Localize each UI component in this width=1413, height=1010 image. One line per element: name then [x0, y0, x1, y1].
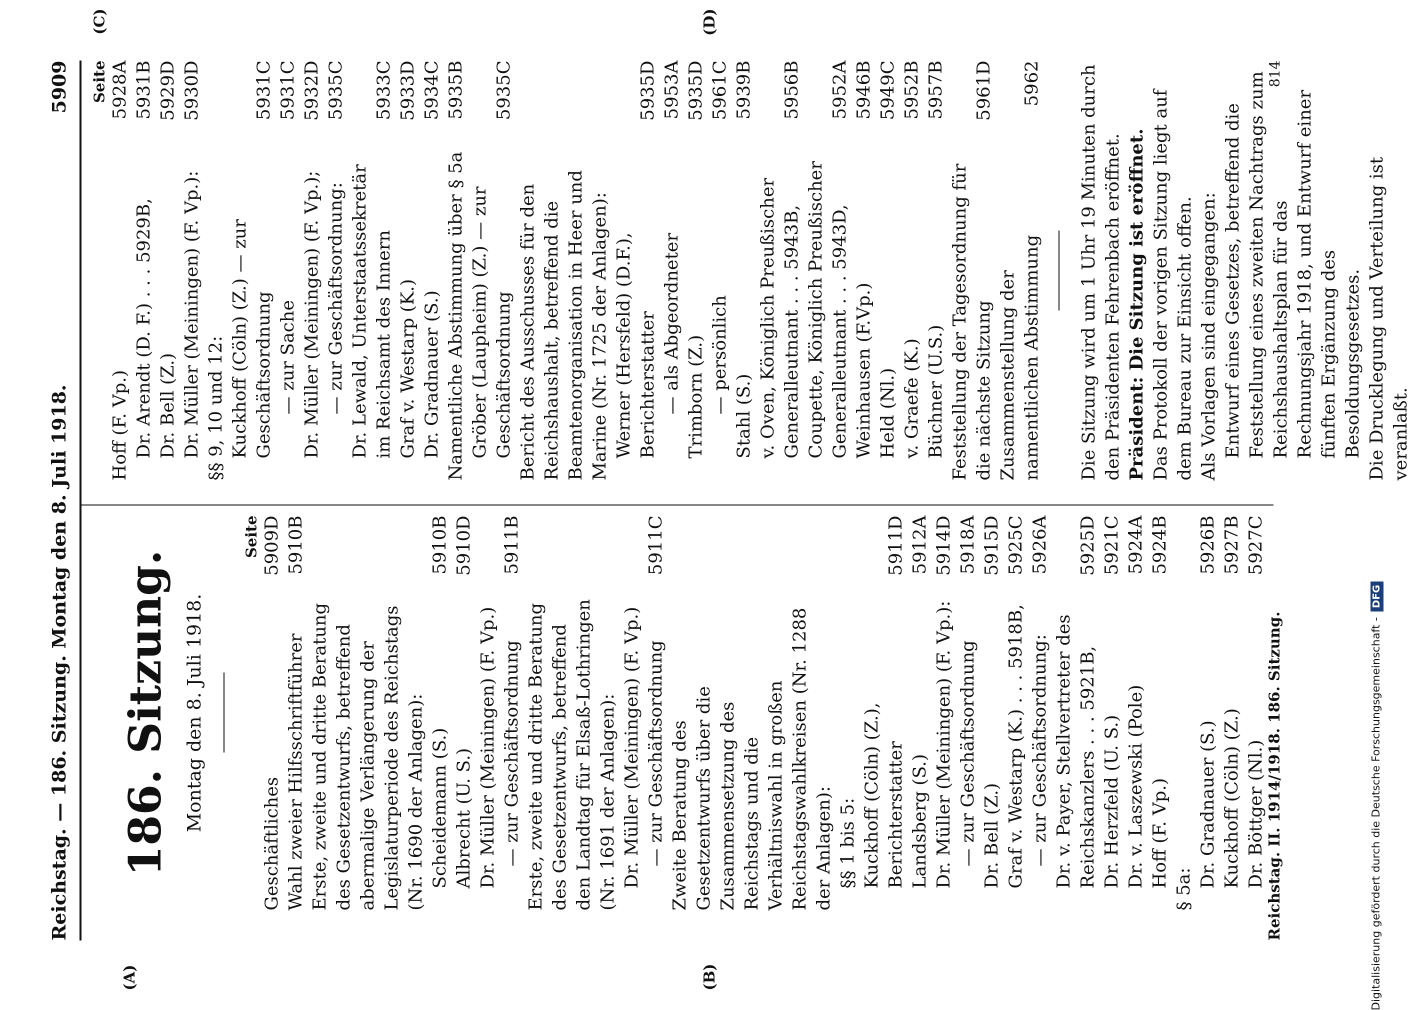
opening-line: Entwurf eines Gesetzes, betreffend die Feststellung eines zweiten Nachtrags zum Reichshaushaltsplan für das Rechnungsjahr 1918, und Entwurf einer fünften Ergänzung des Besoldungsgesetzes.	[1222, 70, 1363, 458]
toc-entry: — zur Geschäftsordnung: 5935C	[325, 60, 346, 414]
toc-entry: Dr. Müller (Meiningen) (F. Vp.)	[621, 606, 642, 888]
toc-entry: Landsberg (S.) 5912A	[909, 515, 930, 888]
opening-line: Das Protokoll der vorigen Sitzung liegt auf dem Bureau zur Einsicht offen.	[1150, 89, 1195, 480]
toc-entry: — zur Geschäftsordnung 5911C	[645, 515, 666, 866]
toc-entry: v. Oven, Königlich Preußischer Generalleutnant . . . 5943B, 5956B	[757, 60, 802, 458]
footer-right: 814	[1267, 60, 1283, 87]
toc-entry: Scheidemann (S.) 5910B	[429, 515, 450, 888]
toc-entry: — als Abgeordneter 5953A	[661, 60, 682, 414]
title-rule	[223, 673, 224, 753]
toc-entry: v. Graefe (K.) 5952B	[901, 60, 922, 458]
toc-entry: Dr. Bell (Z.) 5929D	[157, 60, 178, 458]
watermark	[1369, 581, 1383, 1010]
toc-entry: §§ 9, 10 und 12:	[205, 335, 226, 480]
toc-entry: Wahl zweier Hilfsschriftführer 5910B	[285, 515, 306, 910]
opening-text	[1077, 60, 1413, 480]
toc-entry: §§ 1 bis 5:	[837, 797, 858, 888]
toc-entry: Gröber (Laupheim) (Z.) — zur Geschäftsordnung 5935C	[469, 60, 514, 458]
toc-entry: Dr. Müller (Meiningen) (F. Vp.): 5914D	[933, 515, 954, 888]
toc-entry: Graf v. Westarp (K.) 5933D	[397, 60, 418, 458]
section-rule	[1058, 230, 1059, 310]
toc-entry: Erste, zweite und dritte Beratung des Gesetzentwurfs, betreffend abermalige Verlängerung der Legislaturperiode des Reichstags (Nr. 1690 der Anlagen):	[309, 602, 426, 910]
running-header	[40, 60, 70, 940]
toc-entry: Werner (Hersfeld) (D.F.), Berichterstatter 5935D	[613, 60, 658, 458]
toc-entry: — persönlich 5961C	[709, 60, 730, 414]
toc-entry: Zweite Beratung des Gesetzentwurfs über die Zusammensetzung des Reichstags und die Verhältniswahl in großen Reichstagswahlkreisen (Nr. 1288 der Anlagen):	[669, 607, 834, 910]
toc-entry: Coupette, Königlich Preußischer Generalleutnant . . . 5943D, 5952A	[805, 60, 850, 458]
toc-entry: — zur Geschäftsordnung 5911B	[501, 515, 522, 866]
toc-entry: Dr. Herzfeld (U. S.) 5921C	[1101, 515, 1122, 888]
toc-entry: Bericht des Ausschusses für den Reichshaushalt, betreffend die Beamtenorganisation in Heer und Marine (Nr. 1725 der Anlagen):	[517, 169, 610, 480]
toc-entry: Dr. Böttger (Nl.) 5927C	[1245, 515, 1266, 888]
toc-entry: — zur Geschäftsordnung 5918A	[957, 515, 978, 866]
toc-entry: — zur Sache 5931C	[277, 60, 298, 414]
opening-line: Die Sitzung wird um 1 Uhr 19 Minuten durch den Präsidenten Fehrenbach eröffnet.	[1078, 63, 1123, 480]
toc-entry: Held (Nl.) 5949C	[877, 60, 898, 458]
left-toc-list	[260, 515, 1268, 910]
column-divider	[79, 504, 1273, 505]
toc-entry: Graf v. Westarp (K.) . . . 5918B, 5925C	[1005, 515, 1026, 888]
toc-entry: Trimborn (Z.) 5935D	[685, 60, 706, 458]
opening-line: Als Vorlagen sind eingegangen:	[1198, 191, 1219, 480]
toc-entry: Büchner (U.S.) 5957B	[925, 60, 946, 458]
toc-entry: Dr. Müller (Meiningen) (F. Vp.): 5930D	[181, 60, 202, 458]
toc-entry: — zur Geschäftsordnung: 5926A	[1029, 515, 1050, 866]
toc-entry: Dr. Bell (Z.) 5915D	[981, 515, 1002, 888]
session-title: 186. Sitzung.	[120, 549, 171, 876]
toc-entry: Geschäftliches 5909D	[261, 515, 282, 910]
margin-marker-b: (B)	[700, 963, 718, 990]
toc-entry: Dr. v. Laszewski (Pole) 5924A	[1125, 515, 1146, 888]
header-rule	[79, 60, 81, 940]
margin-marker-d: (D)	[700, 8, 718, 36]
toc-entry: Erste, zweite und dritte Beratung des Gesetzentwurfs, betreffend den Landtag für Elsaß-Lothringen (Nr. 1691 der Anlagen):	[525, 598, 618, 910]
seite-label: Seite	[242, 515, 260, 558]
toc-entry: Dr. Müller (Meiningen) (F. Vp.)	[477, 606, 498, 888]
toc-entry: Kuckhoff (Cöln) (Z.) — zur Geschäftsordnung 5931C	[229, 60, 274, 458]
left-column	[120, 515, 1268, 910]
toc-entry: Dr. v. Payer, Stellvertreter des Reichskanzlers . . . 5921B, 5925D	[1053, 515, 1098, 888]
toc-entry: Weinhausen (F.Vp.) 5946B	[853, 60, 874, 458]
toc-entry: Dr. Gradnauer (S.) 5926B	[1197, 515, 1218, 888]
dfg-logo: DFG	[1370, 581, 1383, 610]
toc-entry: Hoff (F. Vp.) 5924B	[1149, 515, 1170, 888]
footer-left: Reichstag. II. 1914/1918. 186. Sitzung.	[1265, 611, 1283, 940]
toc-entry: Albrecht (U. S.) 5910D	[453, 515, 474, 888]
toc-entry: Stahl (S.) 5939B	[733, 60, 754, 458]
toc-entry: Dr. Gradnauer (S.) 5934C	[421, 60, 442, 458]
seite-label-right: Seite	[90, 60, 108, 103]
toc-entry: Dr. Arendt (D. F.) . . . 5929B, 5931B	[133, 60, 154, 458]
toc-entry: Hoff (F. Vp.) 5928A	[109, 60, 130, 480]
toc-entry: Dr. Lewald, Unterstaatssekretär im Reichsamt des Innern 5933C	[349, 60, 394, 458]
header-title: Reichstag. — 186. Sitzung. Montag den 8. Juli 1918.	[48, 383, 70, 940]
session-date: Montag den 8. Juli 1918.	[183, 593, 205, 832]
toc-entry: § 5a:	[1173, 867, 1194, 910]
watermark-text: Digitalisierung gefördert durch die Deutsche Forschungsgemeinschaft -	[1369, 616, 1382, 1010]
right-toc-list	[108, 60, 1044, 480]
toc-entry: Kuckhoff (Cöln) (Z.) 5927B	[1221, 515, 1242, 888]
right-column	[90, 60, 1413, 480]
page-number: 5909	[48, 60, 70, 113]
toc-entry: Feststellung der Tagesordnung für die nächste Sitzung 5961D	[949, 60, 994, 480]
margin-marker-a: (A)	[120, 964, 138, 990]
opening-line: Die Drucklegung und Verteilung ist veranlaßt.	[1366, 156, 1411, 480]
toc-entry: Dr. Müller (Meiningen) (F. Vp.); 5932D	[301, 60, 322, 458]
toc-entry: Kuckhoff (Cöln) (Z.), Berichterstatter 5911D	[861, 515, 906, 888]
margin-marker-c: (C)	[90, 8, 108, 35]
toc-entry: Zusammenstellung der namentlichen Abstimmung 5962	[997, 60, 1042, 480]
opening-line: Präsident: Die Sitzung ist eröffnet.	[1126, 128, 1147, 480]
toc-entry: Namentliche Abstimmung über § 5a 5935B	[445, 60, 466, 480]
